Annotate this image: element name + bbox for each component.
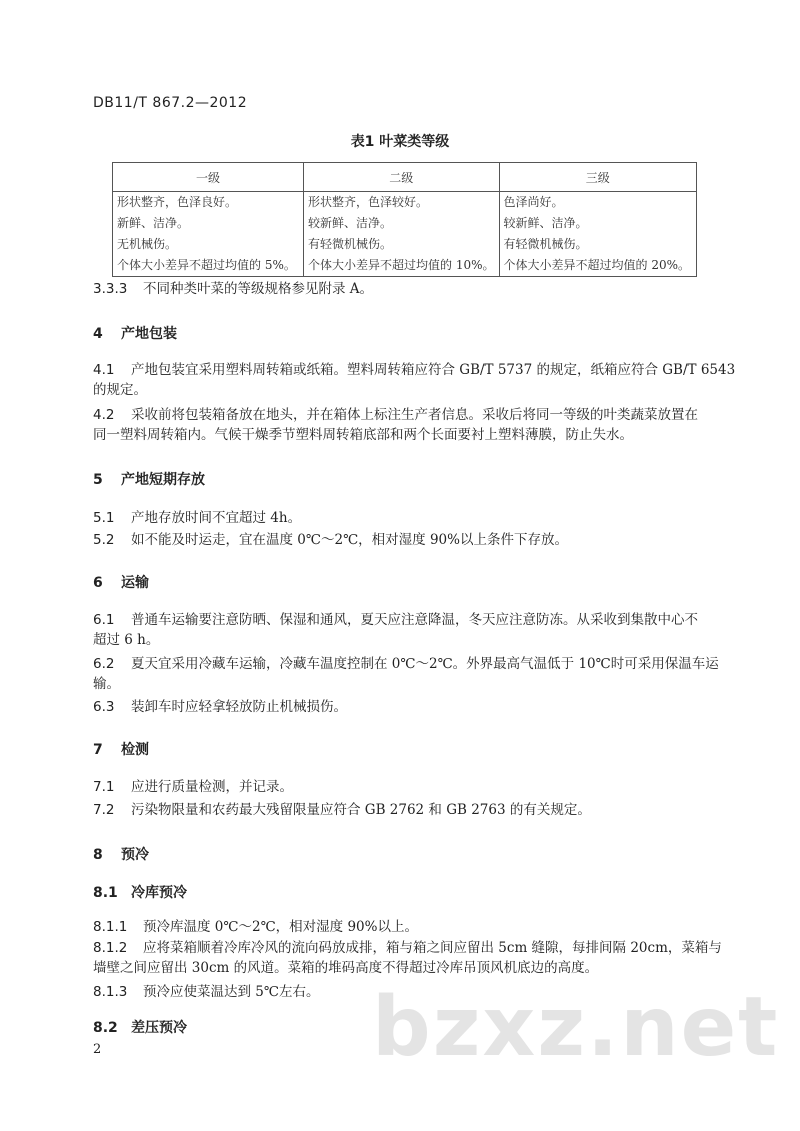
section-number: 8 xyxy=(93,847,103,863)
table-header-row xyxy=(113,163,697,192)
clause-number: 4.1 xyxy=(93,362,115,378)
table-cell-grade-1 xyxy=(113,192,304,277)
column-header-grade-1: 一级 xyxy=(113,163,304,192)
cell-line: 无机械伤。 xyxy=(117,237,178,251)
cell-line: 个体大小差异不超过均值的 10%。 xyxy=(308,258,495,272)
clause-text-continued: 墙壁之间应留出 30cm 的风道。菜箱的堆码高度不得超过冷库吊顶风机底边的高度。 xyxy=(93,960,599,976)
section-title: 检测 xyxy=(121,742,149,758)
cell-line: 形状整齐，色泽良好。 xyxy=(117,195,238,209)
clause-number: 6.2 xyxy=(93,656,115,672)
clause-8-1-1 xyxy=(93,917,418,937)
clause-text: 产地包装宜采用塑料周转箱或纸箱。塑料周转箱应符合 GB/T 5737 的规定，纸箱应符合 GB/T 6543 xyxy=(131,362,736,378)
clause-text: 采收前将包装箱备放在地头，并在箱体上标注生产者信息。采收后将同一等级的叶类蔬菜放置在 xyxy=(131,407,698,423)
clause-number: 3.3.3 xyxy=(93,281,128,297)
section-title: 运输 xyxy=(121,575,149,591)
clause-text: 不同种类叶菜的等级规格参见附录 A。 xyxy=(143,281,374,297)
clause-6-3 xyxy=(93,697,347,717)
clause-number: 8.1.1 xyxy=(93,919,128,935)
clause-5-1 xyxy=(93,508,301,528)
clause-number: 7.1 xyxy=(93,779,115,795)
clause-3-3-3 xyxy=(93,279,373,299)
section-heading-6 xyxy=(93,572,149,592)
section-title: 产地包装 xyxy=(121,326,177,342)
clause-number: 8.1.3 xyxy=(93,984,128,1000)
clause-text: 预冷库温度 0℃～2℃，相对湿度 90%以上。 xyxy=(143,919,418,935)
section-title: 产地短期存放 xyxy=(121,472,205,488)
clause-text-continued: 的规定。 xyxy=(93,382,147,398)
section-number: 8.1 xyxy=(93,885,118,901)
clause-text-continued: 输。 xyxy=(93,676,120,692)
section-heading-4 xyxy=(93,323,177,343)
cell-line: 色泽尚好。 xyxy=(503,195,564,209)
section-heading-5 xyxy=(93,469,205,489)
standard-code: DB11/T 867.2—2012 xyxy=(93,95,248,111)
section-heading-8-1 xyxy=(93,882,187,902)
column-header-grade-2: 二级 xyxy=(304,163,500,192)
section-heading-7 xyxy=(93,739,149,759)
clause-7-2 xyxy=(93,800,591,820)
clause-text: 应将菜箱顺着冷库冷风的流向码放成排，箱与箱之间应留出 5cm 缝隙，每排间隔 20cm，菜箱与 xyxy=(143,940,722,956)
section-number: 4 xyxy=(93,326,103,342)
clause-6-2 xyxy=(93,654,719,694)
clause-number: 8.1.2 xyxy=(93,940,128,956)
table-caption: 表1 叶菜类等级 xyxy=(350,134,450,150)
clause-4-1 xyxy=(93,360,735,400)
clause-number: 4.2 xyxy=(93,407,115,423)
table-cell-grade-2 xyxy=(304,192,500,277)
clause-5-2 xyxy=(93,530,568,550)
section-number: 5 xyxy=(93,472,103,488)
clause-number: 5.1 xyxy=(93,510,115,526)
watermark: bzxz.net xyxy=(372,980,780,1075)
clause-8-1-2 xyxy=(93,938,722,978)
column-header-grade-3: 三级 xyxy=(499,163,696,192)
clause-text: 普通车运输要注意防晒、保湿和通风，夏天应注意降温，冬天应注意防冻。从采收到集散中心不 xyxy=(131,612,698,628)
cell-line: 有轻微机械伤。 xyxy=(503,237,588,251)
clause-text: 产地存放时间不宜超过 4h。 xyxy=(131,510,302,526)
grade-table xyxy=(112,162,697,277)
clause-number: 5.2 xyxy=(93,532,115,548)
section-number: 7 xyxy=(93,742,103,758)
section-heading-8-2 xyxy=(93,1017,187,1037)
table-cell-grade-3 xyxy=(499,192,696,277)
clause-text: 应进行质量检测，并记录。 xyxy=(131,779,293,795)
cell-line: 较新鲜、洁净。 xyxy=(503,216,588,230)
clause-text-continued: 超过 6 h。 xyxy=(93,632,160,648)
section-heading-8 xyxy=(93,844,149,864)
clause-number: 6.3 xyxy=(93,699,115,715)
table-row xyxy=(113,192,697,277)
clause-4-2 xyxy=(93,405,698,445)
clause-text: 夏天宜采用冷藏车运输，冷藏车温度控制在 0℃～2℃。外界最高气温低于 10℃时可采用保温车运 xyxy=(131,656,719,672)
clause-text-continued: 同一塑料周转箱内。气候干燥季节塑料周转箱底部和两个长面要衬上塑料薄膜，防止失水。 xyxy=(93,427,633,443)
clause-7-1 xyxy=(93,777,293,797)
clause-number: 7.2 xyxy=(93,802,115,818)
clause-text: 预冷应使菜温达到 5℃左右。 xyxy=(143,984,320,1000)
clause-text: 如不能及时运走，宜在温度 0℃～2℃，相对湿度 90%以上条件下存放。 xyxy=(131,532,568,548)
page-number: 2 xyxy=(93,1042,102,1057)
section-number: 8.2 xyxy=(93,1020,118,1036)
section-title: 冷库预冷 xyxy=(131,885,187,901)
cell-line: 个体大小差异不超过均值的 5%。 xyxy=(117,258,296,272)
section-title: 预冷 xyxy=(121,847,149,863)
clause-8-1-3 xyxy=(93,982,319,1002)
section-number: 6 xyxy=(93,575,103,591)
cell-line: 有轻微机械伤。 xyxy=(308,237,393,251)
clause-text: 污染物限量和农药最大残留限量应符合 GB 2762 和 GB 2763 的有关规定。 xyxy=(131,802,591,818)
cell-line: 新鲜、洁净。 xyxy=(117,216,190,230)
clause-6-1 xyxy=(93,610,698,650)
cell-line: 较新鲜、洁净。 xyxy=(308,216,393,230)
clause-number: 6.1 xyxy=(93,612,115,628)
cell-line: 形状整齐，色泽较好。 xyxy=(308,195,429,209)
clause-text: 装卸车时应轻拿轻放防止机械损伤。 xyxy=(131,699,347,715)
section-title: 差压预冷 xyxy=(131,1020,187,1036)
cell-line: 个体大小差异不超过均值的 20%。 xyxy=(503,258,691,272)
